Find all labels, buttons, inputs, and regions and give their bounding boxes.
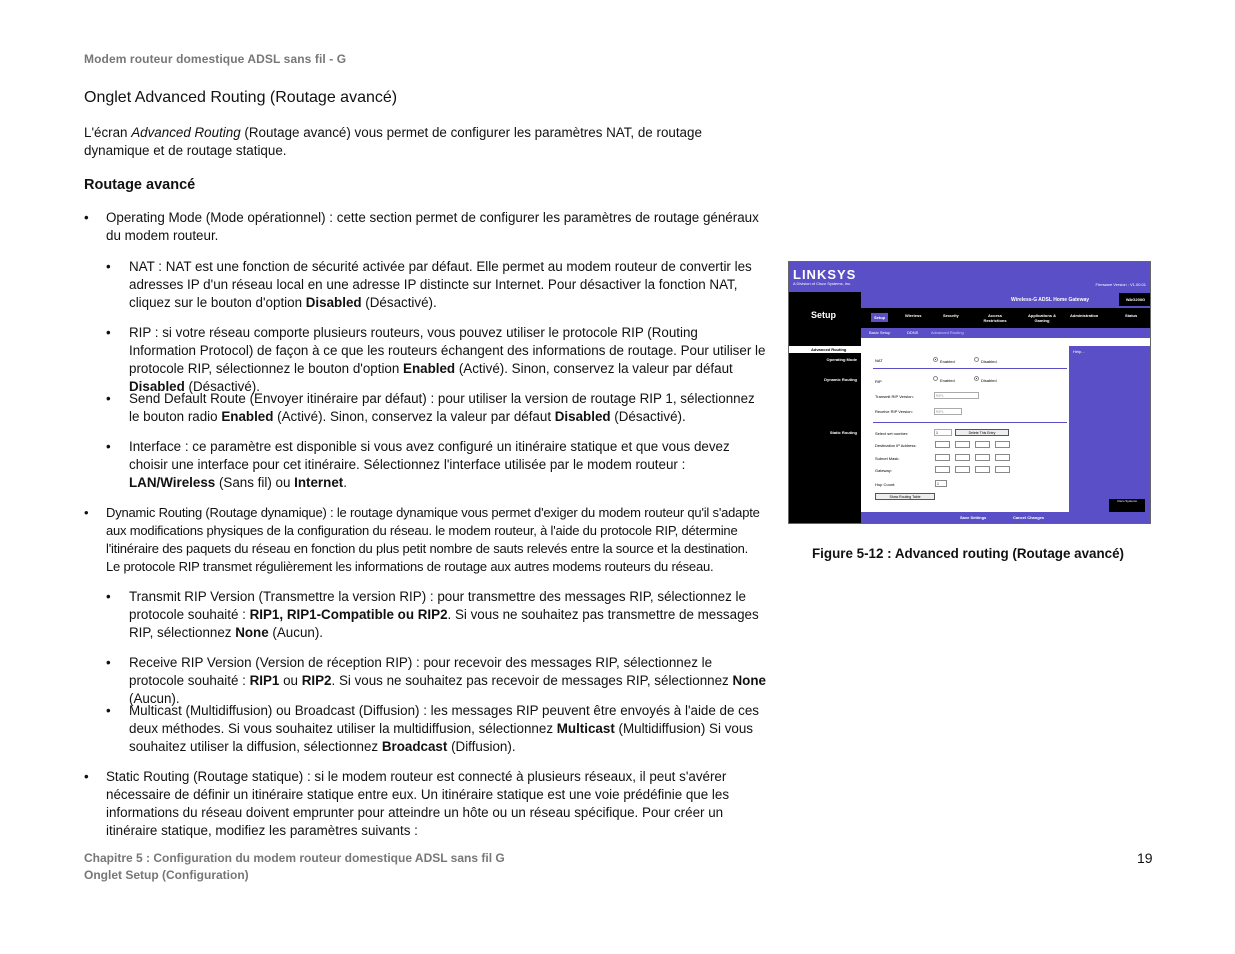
save-settings-button[interactable]: Save Settings <box>960 515 987 520</box>
cancel-changes-button[interactable]: Cancel Changes <box>1013 515 1045 520</box>
section-title: Onglet Advanced Routing (Routage avancé) <box>84 89 398 106</box>
section-label: Setup <box>811 310 837 320</box>
rip-disabled-radio[interactable] <box>974 376 979 381</box>
label-static-routing: Static Routing <box>829 430 857 435</box>
dest-ip-octet-1[interactable] <box>935 441 950 448</box>
dest-ip-octet-3[interactable] <box>975 441 990 448</box>
nat-enabled-radio[interactable] <box>933 357 938 362</box>
label-operating-mode: Operating Mode <box>826 357 857 362</box>
bullet-rip: • RIP : si votre réseau comporte plusieurs routeurs, vous pouvez utiliser le protocole RIP (Routing Information Protocol) de façon à ce que les routeurs échangent des informations de routage. Pour utiliser le protocole RIP, sélectionnez le bouton d'option Enabled (Activé). Sinon, conservez la valeur par défaut Disabled (Désactivé). <box>106 325 766 394</box>
nat-label: NAT <box>875 358 883 363</box>
bullet-operating-mode: • Operating Mode (Mode opérationnel) : cette section permet de configurer les paramètres de routage généraux du modem routeur. <box>84 210 759 243</box>
show-routing-table-button[interactable]: Show Routing Table <box>875 493 935 500</box>
bullet-static-routing: • Static Routing (Routage statique) : si le modem routeur est connecté à plusieurs réseaux, il peut s'avérer nécessaire de définir un itinéraire statique entre eux. Un itinéraire statique est une voie prédéfinie que les informations du réseau doivent emprunter pour atteindre un hôte ou un réseau spécifique. Pour créer un itinéraire statique, modifiez les paramètres suivants : <box>84 769 730 838</box>
subtab-basic-setup[interactable]: Basic Setup <box>869 330 891 335</box>
rip-label: RIP <box>875 379 882 384</box>
firmware-version: Firmware Version : V1.00.01 <box>1095 282 1146 287</box>
help-link[interactable]: Help... <box>1073 349 1085 354</box>
mask-octet-1[interactable] <box>935 454 950 461</box>
subtab-advanced-routing[interactable]: Advanced Routing <box>931 330 964 335</box>
dest-ip-octet-2[interactable] <box>955 441 970 448</box>
bullet-dynamic-routing: • Dynamic Routing (Routage dynamique) : le routage dynamique vous permet d'exiger du modem routeur qu'il s'adapte aux modifications physiques de la configuration du réseau. le modem routeur, à l'aide du protocole RIP, détermine l'itinéraire des paquets du réseau en fonction du plus petit nombre de sauts relevés entre la source et la destination. Le protocole RIP transmet régulièrement les informations de routage aux autres modems routeurs du réseau. <box>84 505 760 574</box>
bullet-multicast: • Multicast (Multidiffusion) ou Broadcast (Diffusion) : les messages RIP peuvent être envoyés à l'aide de ces deux méthodes. Si vous souhaitez utiliser la multidiffusion, sélectionnez Multicast (Multidiffusion) Si vous souhaitez utiliser la diffusion, sélectionnez Broadcast (Diffusion). <box>106 703 759 754</box>
footer-section: Onglet Setup (Configuration) <box>84 868 249 882</box>
set-number-select[interactable]: 1 <box>934 429 952 436</box>
dest-ip-label: Destination IP Address: <box>875 443 917 448</box>
figure-caption: Figure 5-12 : Advanced routing (Routage avancé) <box>812 546 1125 561</box>
receive-rip-label: Receive RIP Version: <box>875 409 913 414</box>
mask-octet-3[interactable] <box>975 454 990 461</box>
bullet-receive-rip: • Receive RIP Version (Version de réception RIP) : pour recevoir des messages RIP, sélectionnez le protocole souhaité : RIP1 ou RIP2. Si vous ne souhaitez pas recevoir de messages RIP, sélectionnez None (Aucun). <box>106 655 766 706</box>
model-number: WAG200G <box>1119 293 1151 306</box>
gateway-label: Gateway: <box>875 468 892 473</box>
delete-entry-button[interactable]: Delete This Entry <box>955 429 1009 436</box>
nat-disabled-radio[interactable] <box>974 357 979 362</box>
transmit-rip-select[interactable]: RIP1 <box>934 392 979 399</box>
bullet-transmit-rip: • Transmit RIP Version (Transmettre la version RIP) : pour transmettre des messages RIP, sélectionnez le protocole souhaité : RIP1, RIP1-Compatible ou RIP2. Si vous ne souhaitez pas transmettre de messages RIP, sélectionnez None (Aucun). <box>106 589 759 640</box>
page-label: Advanced Routing <box>811 347 847 352</box>
tab-security[interactable]: Security <box>943 313 959 318</box>
mask-octet-2[interactable] <box>955 454 970 461</box>
hop-count-input[interactable]: 1 <box>935 480 947 487</box>
linksys-logo: LINKSYS <box>793 267 857 282</box>
tab-status[interactable]: Status <box>1125 313 1138 318</box>
gateway-octet-2[interactable] <box>955 466 970 473</box>
subtab-ddns[interactable]: DDNS <box>907 330 919 335</box>
tab-wireless[interactable]: Wireless <box>905 313 922 318</box>
gateway-octet-1[interactable] <box>935 466 950 473</box>
tab-administration[interactable]: Administration <box>1070 313 1099 318</box>
gateway-octet-4[interactable] <box>995 466 1010 473</box>
transmit-rip-label: Transmit RIP Version: <box>875 394 914 399</box>
page-footer <box>84 850 505 884</box>
hop-count-label: Hop Count: <box>875 482 896 487</box>
subsection-title: Routage avancé <box>84 177 196 193</box>
bullet-send-default-route: • Send Default Route (Envoyer itinéraire par défaut) : pour utiliser la version de routage RIP 1, sélectionnez le bouton radio Enabled (Activé). Sinon, conservez la valeur par défaut Disabled (Désactivé). <box>106 391 755 424</box>
gateway-octet-3[interactable] <box>975 466 990 473</box>
set-number-label: Select set number: <box>875 431 909 436</box>
tab-setup[interactable]: Setup <box>871 313 888 322</box>
bullet-interface: • Interface : ce paramètre est disponible si vous avez configuré un itinéraire statique et que vous devez choisir une interface pour cet itinéraire. Sélectionnez l'interface utilisée par le modem routeur : LAN/Wireless (Sans fil) ou Internet. <box>106 439 730 490</box>
receive-rip-select[interactable]: RIP1 <box>934 408 962 415</box>
logo-subtitle: A Division of Cisco Systems, Inc. <box>793 281 852 286</box>
rip-enabled-radio[interactable] <box>933 376 938 381</box>
product-name: Wireless-G ADSL Home Gateway <box>1011 297 1090 303</box>
dest-ip-octet-4[interactable] <box>995 441 1010 448</box>
running-header: Modem routeur domestique ADSL sans fil - G <box>84 52 347 66</box>
cisco-logo: Cisco Systems <box>1109 499 1145 518</box>
footer-chapter: Chapitre 5 : Configuration du modem routeur domestique ADSL sans fil G <box>84 851 505 865</box>
router-screenshot: LINKSYS A Division of Cisco Systems, Inc. Firmware Version : V1.00.01 Setup Wireless-G ADSL Home Gateway WAG200G Setup Wireless Security Access Restrictions Applications & Gaming Administration Status Basic Setup DDNS Advanced Routing Advanced Routing Operating Mode Dynamic Routing Static Routing Help... NAT Enabled Disabled RIP Enabled Disabled Transmit RIP Version: RIP1 Receive RIP Version: RIP1 Select set number: 1 Delete This Entry Destination IP Address: Subnet Mask: Gateway: Hop Count: 1 Show Routing Table Cisco Systems Save Settings Cancel Changes <box>788 261 1151 524</box>
subnet-mask-label: Subnet Mask: <box>875 456 900 461</box>
intro-paragraph: L'écran Advanced Routing (Routage avancé) vous permet de configurer les paramètres NAT, de routage dynamique et de routage statique. <box>84 125 702 158</box>
page-number: 19 <box>1137 850 1153 866</box>
bullet-nat: • NAT : NAT est une fonction de sécurité activée par défaut. Elle permet au modem routeur de convertir les adresses IP d'un réseau local en une adresse IP distincte sur Internet. Pour désactiver la fonction NAT, cliquez sur le bouton d'option Disabled (Désactivé). <box>106 259 752 310</box>
tab-applications-gaming[interactable]: Applications & Gaming <box>1027 313 1056 323</box>
label-dynamic-routing: Dynamic Routing <box>824 377 857 382</box>
tab-access-restrictions[interactable]: Access Restrictions <box>983 313 1007 323</box>
mask-octet-4[interactable] <box>995 454 1010 461</box>
